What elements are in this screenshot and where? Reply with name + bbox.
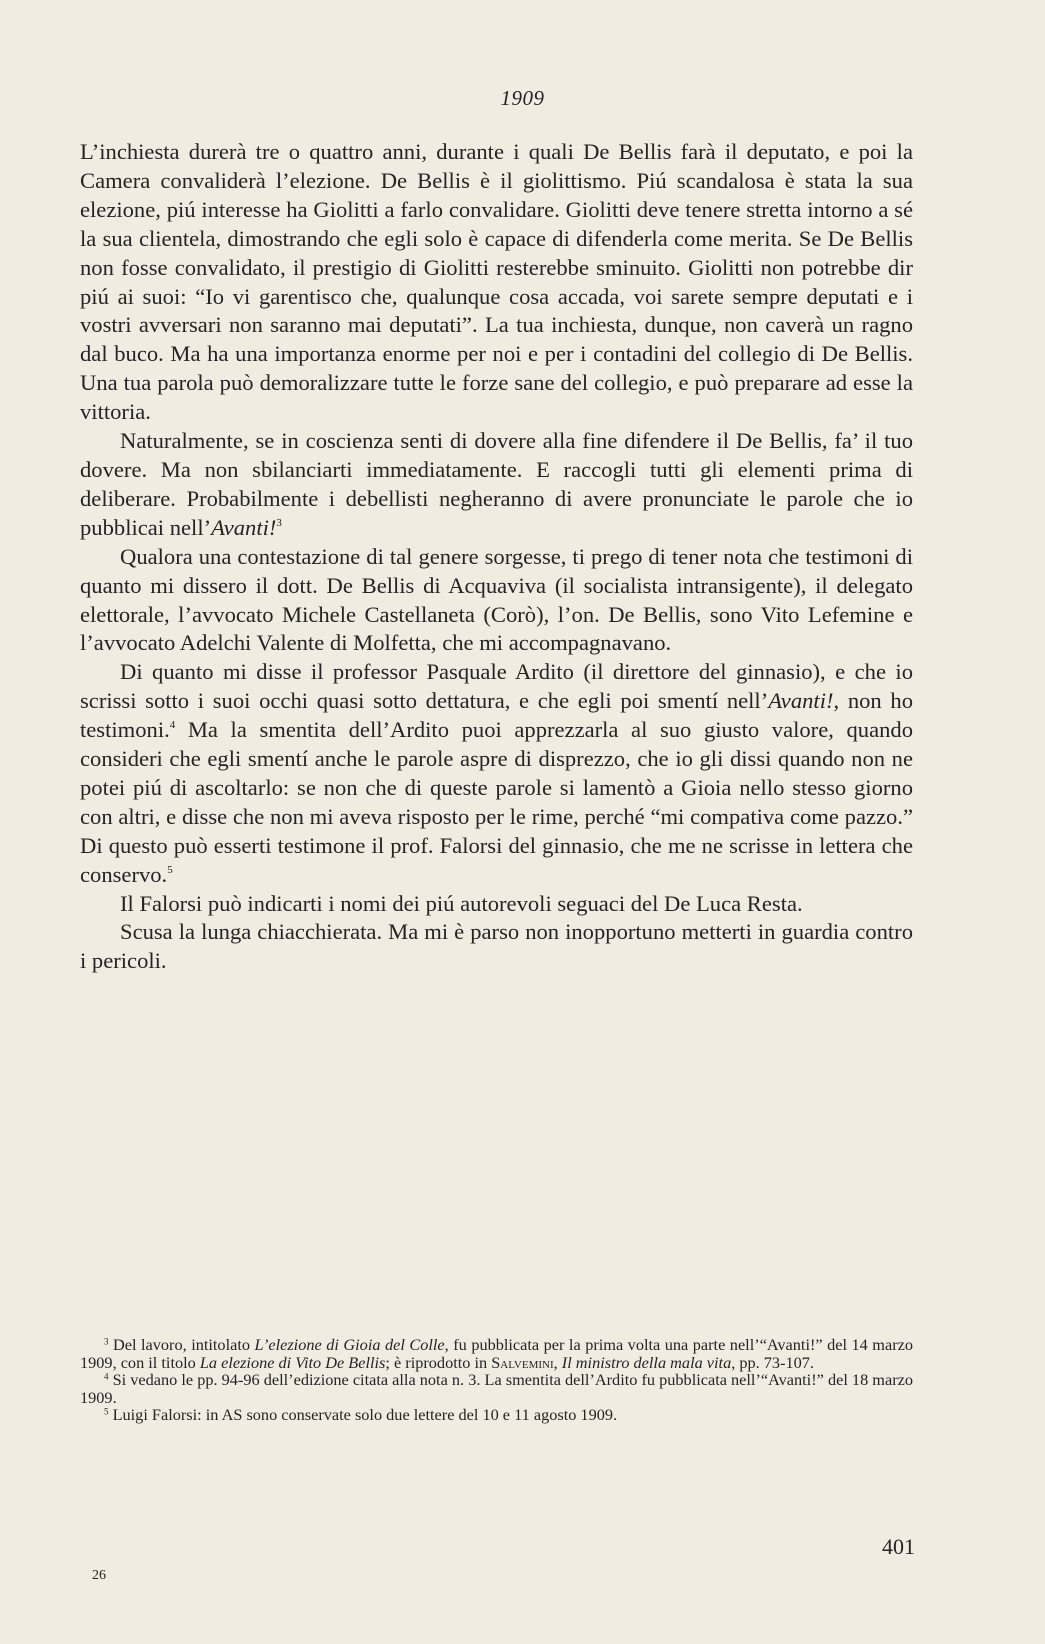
- paragraph: [80, 658, 913, 889]
- text-run: Naturalmente, se in coscienza senti di dovere alla fine difendere il De Bellis, fa’ il tuo dovere. Ma non sbilanciarti immediatamente. E raccogli tutti gli elementi prima di deliberare. Probabilmente i debellisti negheranno di avere pronunciate le parole che io pubblicai nell’: [80, 428, 913, 540]
- text-run: , pp. 73-107.: [731, 1352, 814, 1372]
- paragraph: [80, 138, 913, 427]
- text-run: Si vedano le pp. 94-96 dell’edizione citata alla nota n. 3. La smentita dell’Ardito fu pubblicata nell’“Avanti!” del 18 marzo 1909.: [80, 1370, 913, 1407]
- text-run: Salvemini: [491, 1352, 554, 1372]
- italic-text: Avanti!: [768, 688, 834, 714]
- text-run: ; è riprodotto in: [385, 1352, 492, 1372]
- text-run: Scusa la lunga chiacchierata. Ma mi è parso non inopportuno metterti in guardia contro i pericoli.: [80, 919, 913, 974]
- footnote-ref: 3: [104, 1336, 109, 1347]
- footnote-ref: 3: [276, 516, 282, 529]
- text-run: L’inchiesta durerà tre o quattro anni, durante i quali De Bellis farà il deputato, e poi la Camera convaliderà l’elezione. De Bellis è il giolittismo. Piú scandalosa è stata la sua elezione, piú interesse ha Giolitti a farlo convalidare. Giolitti deve tenere stretta intorno a sé la sua clientela, dimostrando che egli solo è capace di difenderla come merita. Se De Bellis non fosse convalidato, il prestigio di Giolitti resterebbe sminuito. Giolitti non potrebbe dir piú ai suoi: “Io vi garentisco che, qualunque cosa accada, voi sarete sempre deputati e i vostri avversari non saranno mai deputati”. La tua inchiesta, dunque, non caverà un ragno dal buco. Ma ha una importanza enorme per noi e per i contadini del collegio di De Bellis. Una tua parola può demoralizzare tutte le forze sane del collegio, e può preparare ad esse la vittoria.: [80, 139, 913, 425]
- signature-mark: 26: [92, 1568, 106, 1583]
- text-run: ,: [553, 1352, 562, 1372]
- italic-text: Il ministro della mala vita: [561, 1352, 732, 1372]
- italic-text: Avanti!: [211, 514, 277, 540]
- italic-text: L’elezione di Gioia del Colle: [254, 1335, 445, 1354]
- body-text: [80, 138, 913, 976]
- text-run: Del lavoro, intitolato: [108, 1335, 255, 1354]
- paragraph: [80, 890, 913, 919]
- page-number: 401: [882, 1534, 915, 1559]
- paragraph: [80, 918, 913, 976]
- footnote: [80, 1371, 913, 1406]
- footnote-ref: 4: [104, 1371, 109, 1382]
- text-run: Il Falorsi può indicarti i nomi dei piú autorevoli seguaci del De Luca Resta.: [120, 890, 803, 916]
- text-run: Ma la smentita dell’Ardito puoi apprezzarla al suo giusto valore, quando consideri che egli smentí anche le parole aspre di disprezzo, che io gli dissi quando non ne potei piú di ascoltarlo: se non che di queste parole si lamentò a Gioia nello stesso giorno con altri, e disse che non mi aveva risposto per le rime, perché “mi compativa come pazzo.” Di questo può esserti testimone il prof. Falorsi del ginnasio, che me ne scrisse in lettera che conservo.: [80, 717, 913, 887]
- footnotes: [80, 1336, 913, 1424]
- footnote-ref: 4: [169, 719, 176, 732]
- text-run: Di quanto mi disse il professor Pasquale Ardito (il direttore del ginnasio), e che io scrissi sotto i suoi occhi quasi sotto dettatura, e che egli poi smentí nell’: [80, 659, 913, 714]
- running-head: 1909: [500, 86, 545, 110]
- italic-text: La elezione di Vito De Bellis: [199, 1352, 386, 1372]
- footnote: [80, 1406, 913, 1424]
- text-run: , non ho testimoni.: [80, 688, 913, 743]
- footnote: [80, 1336, 913, 1371]
- paragraph: [80, 543, 913, 659]
- paragraph: [80, 427, 913, 543]
- footnote-ref: 5: [167, 863, 173, 876]
- footnote-ref: 5: [104, 1406, 109, 1417]
- text-run: Luigi Falorsi: in AS sono conservate solo due lettere del 10 e 11 agosto 1909.: [108, 1405, 618, 1425]
- text-run: Qualora una contestazione di tal genere sorgesse, ti prego di tener nota che testimoni di quanto mi dissero il dott. De Bellis di Acquaviva (il socialista intransigente), il delegato elettorale, l’avvocato Michele Castellaneta (Corò), l’on. De Bellis, sono Vito Lefemine e l’avvocato Adelchi Valente di Molfetta, che mi accompagnavano.: [80, 543, 913, 656]
- text-run: , fu pubblicata per la prima volta una parte nell’“Avanti!” del 14 marzo 1909, con il titolo: [80, 1335, 913, 1372]
